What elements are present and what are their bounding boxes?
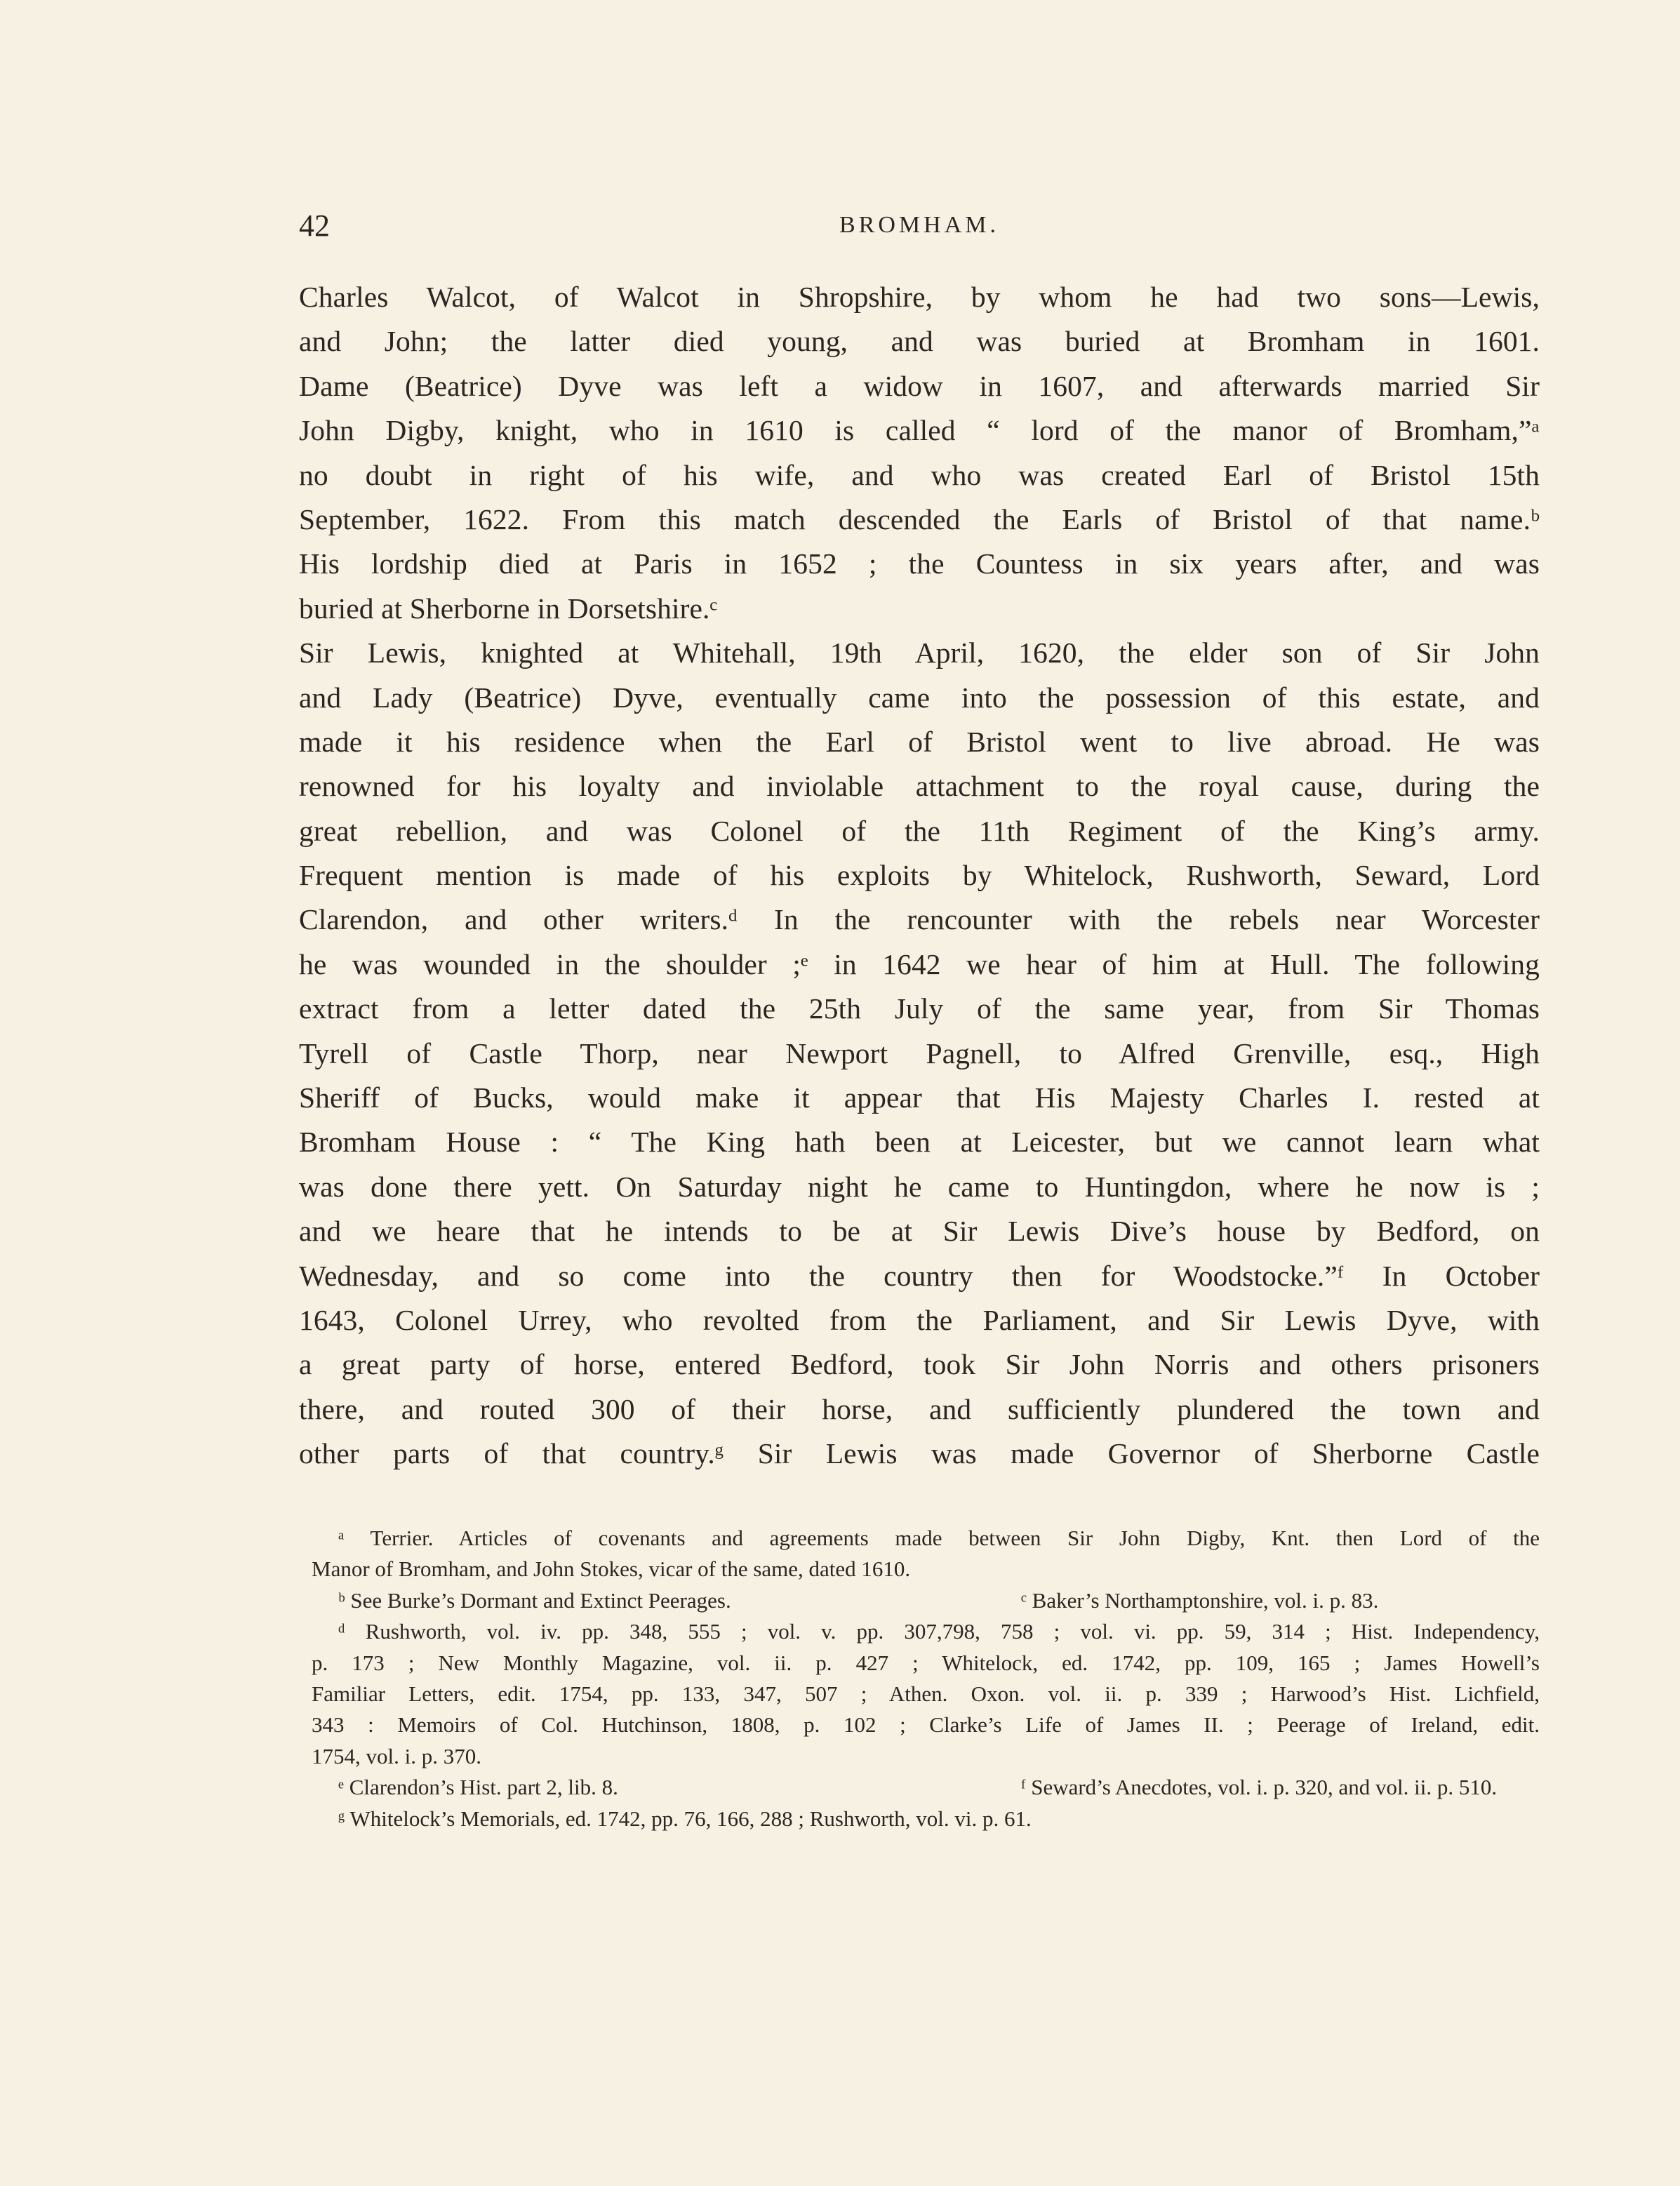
text-line: Sheriff of Bucks, would make it appear that His Majesty Charles I. rested at <box>299 1081 1540 1114</box>
text-line: September, 1622. From this match descended the Earls of Bristol of that name.ᵇ <box>299 502 1540 535</box>
body-text <box>299 275 1540 1477</box>
text-line: great rebellion, and was Colonel of the 11th Regiment of the King’s army. <box>299 814 1540 847</box>
footnote-f: ᶠ Seward’s Anecdotes, vol. i. p. 320, and vol. ii. p. 510. <box>1021 1775 1498 1800</box>
footnote-d-continued: p. 173 ; New Monthly Magazine, vol. ii. p. 427 ; Whitelock, ed. 1742, pp. 109, 165 ; James Howell’s <box>312 1650 1540 1675</box>
text-line: extract from a letter dated the 25th July of the same year, from Sir Thomas <box>299 992 1540 1025</box>
footnote-d-continued: Familiar Letters, edit. 1754, pp. 133, 347, 507 ; Athen. Oxon. vol. ii. p. 339 ; Harwood’s Hist. Lichfield, <box>312 1681 1540 1706</box>
footnote-d-continued: 1754, vol. i. p. 370. <box>312 1743 481 1768</box>
text-line: buried at Sherborne in Dorsetshire.ᶜ <box>299 592 718 625</box>
footnote-c: ᶜ Baker’s Northamptonshire, vol. i. p. 83. <box>1021 1587 1379 1613</box>
footnote-row-e-f <box>312 1772 1540 1803</box>
text-line: other parts of that country.ᵍ Sir Lewis was made Governor of Sherborne Castle <box>299 1437 1540 1470</box>
running-title: BROMHAM. <box>839 212 999 238</box>
text-line: Tyrell of Castle Thorp, near Newport Pagnell, to Alfred Grenville, esq., High <box>299 1037 1540 1069</box>
text-line: Wednesday, and so come into the country then for Woodstocke.”ᶠ In October <box>299 1259 1540 1292</box>
footnote-b: ᵇ See Burke’s Dormant and Extinct Peerages. <box>338 1587 731 1613</box>
text-line: Sir Lewis, knighted at Whitehall, 19th April, 1620, the elder son of Sir John <box>299 637 1540 669</box>
page-number: 42 <box>299 208 330 243</box>
text-line: was done there yett. On Saturday night he came to Huntingdon, where he now is ; <box>299 1170 1540 1203</box>
text-line: and Lady (Beatrice) Dyve, eventually came into the possession of this estate, and <box>299 681 1540 714</box>
footnote-row-g <box>312 1804 1540 1834</box>
text-line: he was wounded in the shoulder ;ᵉ in 1642 we hear of him at Hull. The following <box>299 947 1540 980</box>
text-line: a great party of horse, entered Bedford, took Sir John Norris and others prisoners <box>299 1348 1540 1381</box>
footnote-d: ᵈ Rushworth, vol. iv. pp. 348, 555 ; vol. v. pp. 307,798, 758 ; vol. vi. pp. 59, 314 ; Hist. Independency, <box>338 1619 1540 1644</box>
text-line: Clarendon, and other writers.ᵈ In the rencounter with the rebels near Worcester <box>299 903 1540 936</box>
footnote-g: ᵍ Whitelock’s Memorials, ed. 1742, pp. 76, 166, 288 ; Rushworth, vol. vi. p. 61. <box>338 1806 1032 1831</box>
footnotes <box>312 1523 1540 1834</box>
footnote-a: ᵃ Terrier. Articles of covenants and agreements made between Sir John Digby, Knt. then Lord of the <box>338 1526 1540 1550</box>
footnote-row-b-c <box>312 1585 1540 1616</box>
text-line: His lordship died at Paris in 1652 ; the Countess in six years after, and was <box>299 547 1540 580</box>
text-line: and John; the latter died young, and was buried at Bromham in 1601. <box>299 325 1540 358</box>
text-line: John Digby, knight, who in 1610 is called “ lord of the manor of Bromham,”ᵃ <box>299 414 1540 447</box>
text-line: Dame (Beatrice) Dyve was left a widow in 1607, and afterwards married Sir <box>299 369 1540 402</box>
text-line: no doubt in right of his wife, and who was created Earl of Bristol 15th <box>299 458 1540 491</box>
footnote-e: ᵉ Clarendon’s Hist. part 2, lib. 8. <box>338 1775 618 1800</box>
footnote-a-continued: Manor of Bromham, and John Stokes, vicar of the same, dated 1610. <box>312 1557 911 1582</box>
text-line: there, and routed 300 of their horse, and sufficiently plundered the town and <box>299 1392 1540 1425</box>
text-line: renowned for his loyalty and inviolable attachment to the royal cause, during the <box>299 770 1540 803</box>
text-line: Bromham House : “ The King hath been at Leicester, but we cannot learn what <box>299 1126 1540 1159</box>
text-line: and we heare that he intends to be at Sir Lewis Dive’s house by Bedford, on <box>299 1215 1540 1248</box>
text-line: 1643, Colonel Urrey, who revolted from the Parliament, and Sir Lewis Dyve, with <box>299 1303 1540 1336</box>
text-line: Frequent mention is made of his exploits by Whitelock, Rushworth, Seward, Lord <box>299 859 1540 892</box>
footnote-d-continued: 343 : Memoirs of Col. Hutchinson, 1808, p. 102 ; Clarke’s Life of James II. ; Peerage of Ireland, edit. <box>312 1712 1540 1738</box>
text-line: Charles Walcot, of Walcot in Shropshire, by whom he had two sons—Lewis, <box>299 281 1540 313</box>
running-head <box>299 208 1540 247</box>
text-line: made it his residence when the Earl of Bristol went to live abroad. He was <box>299 725 1540 758</box>
